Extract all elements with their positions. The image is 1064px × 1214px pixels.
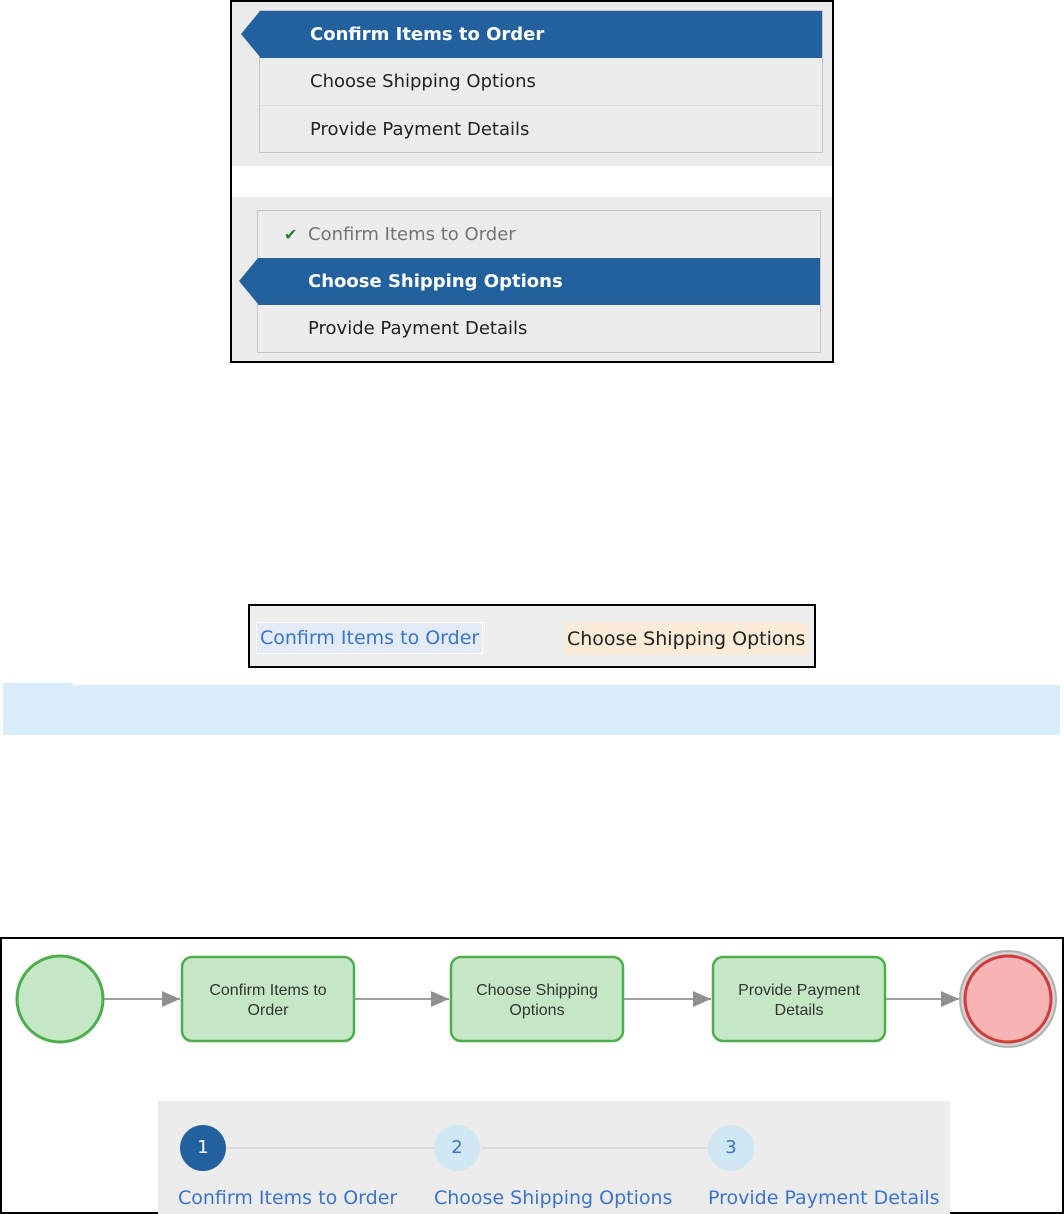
step-label: Choose Shipping Options [310, 71, 536, 92]
flow-diagram-panel [0, 937, 1064, 1214]
stepper-track [202, 1147, 442, 1149]
step-choose-shipping[interactable] [260, 58, 822, 105]
checkmark-icon: ✔ [284, 225, 298, 244]
step-list-bottom [257, 210, 821, 353]
stepper-track [482, 1147, 714, 1149]
start-event[interactable] [17, 956, 103, 1042]
step-number-badge[interactable]: 2 [434, 1125, 480, 1171]
end-event[interactable] [960, 951, 1056, 1047]
stepper-label-choose-shipping[interactable]: Choose Shipping Options [434, 1187, 673, 1209]
step-provide-payment[interactable] [258, 305, 820, 352]
node-label-line: Choose Shipping [476, 982, 598, 999]
step-label: Confirm Items to Order [308, 224, 516, 245]
flow-diagram [2, 939, 1062, 1099]
step-number-badge[interactable]: 1 [180, 1125, 226, 1171]
node-label-line: Details [774, 1002, 824, 1019]
info-bar [3, 685, 1060, 735]
node-label-line: Options [509, 1002, 565, 1019]
stepper-label-provide-payment[interactable]: Provide Payment Details [708, 1187, 940, 1209]
node-label-line: Provide Payment [738, 982, 860, 999]
step-confirm-items[interactable] [258, 211, 820, 258]
step-number-badge[interactable]: 3 [708, 1125, 754, 1171]
step-choose-shipping[interactable] [258, 258, 820, 305]
step-confirm-items[interactable] [260, 11, 822, 58]
tab-confirm-items[interactable]: Confirm Items to Order [256, 622, 483, 654]
step-label: Provide Payment Details [310, 119, 530, 140]
step-label: Provide Payment Details [308, 318, 528, 339]
progress-stepper [158, 1101, 950, 1214]
vertical-step-list-panel [230, 0, 834, 363]
step-label: Confirm Items to Order [310, 24, 545, 45]
tab-choose-shipping[interactable]: Choose Shipping Options [564, 623, 808, 655]
step-provide-payment[interactable] [260, 105, 822, 152]
flow-step-choose-shipping[interactable] [451, 957, 623, 1041]
step-label: Choose Shipping Options [308, 271, 563, 292]
stepper-label-confirm-items[interactable]: Confirm Items to Order [178, 1187, 398, 1209]
step-list-top [259, 10, 823, 153]
flow-step-provide-payment[interactable] [713, 957, 885, 1041]
node-label-line: Confirm Items to [209, 982, 327, 999]
horizontal-tabs-panel [248, 604, 816, 668]
flow-step-confirm-items[interactable] [182, 957, 354, 1041]
node-label-line: Order [247, 1002, 289, 1019]
